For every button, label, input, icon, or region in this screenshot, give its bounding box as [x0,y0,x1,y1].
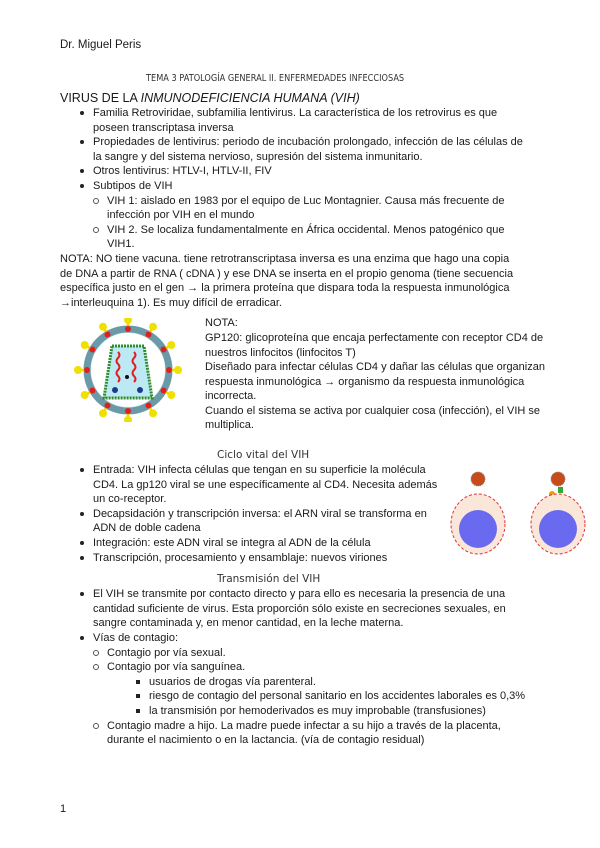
section-heading [60,90,595,106]
gp41-anchor [146,403,152,409]
heading-prefix: VIRUS DE LA [60,91,141,105]
list-item: Entrada: VIH infecta células que tengan en su superficie la molécula CD4. La gp120 viral se une específicamente al CD4. Necesita además un co-receptor. [60,463,445,507]
nota-paragraph: Cuando el sistema se activa por cualquier cosa (infección), el VIH se multiplica. [205,404,541,432]
list-item: Contagio madre a hijo. La madre puede infectar a su hijo a través de la placenta, durante el nacimiento o en la lactancia. (vía de contagio residual) [60,719,527,748]
list-item: la transmisión por hemoderivados es muy improbable (transfusiones) [60,704,590,719]
gp120-head [81,341,89,349]
nota-gp120-row [60,316,595,433]
ciclo-list [60,463,445,565]
gp41-anchor [146,332,152,338]
gp120-head [124,416,132,422]
list-item: Subtipos de VIH [60,179,530,194]
gp41-anchor [166,367,172,373]
gp120-head [124,318,132,324]
list-item: Contagio por vía sanguínea. [60,660,590,675]
gp41-anchor [161,388,167,394]
list-item: VIH 1: aislado en 1983 por el equipo de Luc Montagnier. Causa más frecuente de infección por VIH en el mundo [60,194,530,223]
list-item: Vías de contagio: [60,631,590,646]
gp41-anchor [89,388,95,394]
document-body [60,72,595,748]
list-item: Familia Retroviridae, subfamilia lentivirus. La característica de los retrovirus es que poseen transcriptasa inversa [60,106,530,135]
ciclo-row [60,463,595,565]
gp41-anchor [125,408,131,414]
nota-paragraph: GP120: glicoproteína que encaja perfectamente con receptor CD4 de nuestros linfocitos (linfocitos T) [205,331,544,359]
list-item: Integración: este ADN viral se integra al ADN de la célula [60,536,445,551]
gp41-anchor [125,326,131,332]
intro-list [60,106,530,252]
transmision-title: Transmisión del VIH [217,573,321,586]
gp120-head [81,391,89,399]
nota-gp120 [205,316,555,433]
page-number: 1 [60,803,67,815]
list-item: Contagio por vía sexual. [60,646,590,661]
gp41-anchor [161,347,167,353]
document-title: TEMA 3 PATOLOGÍA GENERAL II. ENFERMEDADES INFECCIOSAS [146,73,405,84]
nota-label: NOTA: [205,317,238,330]
nota-vacuna: NOTA: NO tiene vacuna. tiene retrotranscriptasa inversa es una enzima que hago una copia de DNA a partir de RNA ( cDNA ) y ese DNA se inserta en el propio genoma (tiene secuencia específica justo en el gen → la primera proteína que dispara toda la respuesta inmunológica →interleuquina 1). Es muy difícil de erradicar. [60,252,514,309]
gp120-head [99,323,107,331]
list-item: Decapsidación y transcripción inversa: el ARN viral se transforma en ADN de doble cadena [60,507,445,536]
hiv-virion-diagram [72,318,184,422]
list-item: riesgo de contagio del personal sanitario en los accidentes laborales es 0,3% [60,689,590,704]
gp120-head [174,366,182,374]
list-item: VIH 2. Se localiza fundamentalmente en África occidental. Menos patogénico que VIH1. [60,223,530,252]
page-header-author: Dr. Miguel Peris [60,39,142,51]
gp41-anchor [105,332,111,338]
list-item: usuarios de drogas vía parenteral. [60,675,590,690]
list-item: Transcripción, procesamiento y ensamblaje: nuevos viriones [60,551,445,566]
list-item: El VIH se transmite por contacto directo y para ello es necesaria la presencia de una cantidad suficiente de virus. Esta proporción sólo existe en secreciones sexuales, en sangre contaminada y, en menor cantidad, en la leche materna. [60,587,533,631]
gp120-head [99,410,107,418]
gp41-anchor [84,367,90,373]
list-item: Propiedades de lentivirus: periodo de incubación prolongado, infección de las células de la sangre y del sistema nervioso, supresión del sistema inmunitario. [60,135,530,164]
heading-italic: INMUNODEFICIENCIA HUMANA (VIH) [140,91,360,105]
gp120-head [74,366,82,374]
gp120-head [149,323,157,331]
list-item: Otros lentivirus: HTLV-I, HTLV-II, FIV [60,164,530,179]
transmision-list [60,587,590,748]
cell-infection-diagram [445,463,595,561]
gp120-head [167,341,175,349]
gp120-head [149,410,157,418]
nota-paragraph: Diseñado para infectar células CD4 y dañar las células que organizan respuesta inmunológica → organismo da respuesta inmunológica incorrecta. [205,361,545,403]
ciclo-title: Ciclo vital del VIH [217,449,310,462]
gp41-anchor [89,347,95,353]
gp120-head [167,391,175,399]
gp41-anchor [105,403,111,409]
